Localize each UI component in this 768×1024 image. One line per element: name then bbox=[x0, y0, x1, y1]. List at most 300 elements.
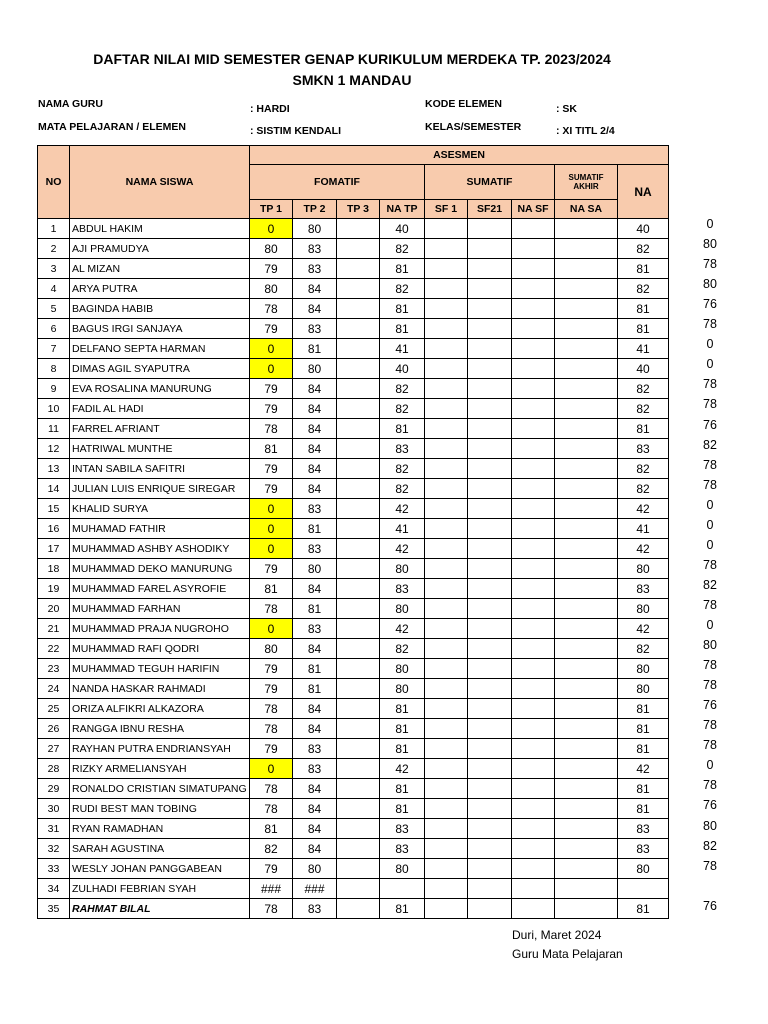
cell-na: 42 bbox=[618, 539, 669, 559]
signature-role: Guru Mata Pelajaran bbox=[512, 947, 623, 961]
cell-na: 80 bbox=[618, 599, 669, 619]
cell-name: MUHAMMAD DEKO MANURUNG bbox=[70, 559, 250, 579]
cell-natp: 41 bbox=[380, 339, 425, 359]
cell-nasf bbox=[512, 759, 555, 779]
cell-natp: 81 bbox=[380, 799, 425, 819]
cell-sf1 bbox=[425, 379, 468, 399]
cell-nasa bbox=[555, 259, 618, 279]
cell-name: ORIZA ALFIKRI ALKAZORA bbox=[70, 699, 250, 719]
extra-score: 80 bbox=[703, 638, 717, 653]
table-row bbox=[38, 839, 669, 859]
cell-sf1 bbox=[425, 799, 468, 819]
cell-name: WESLY JOHAN PANGGABEAN bbox=[70, 859, 250, 879]
cell-no: 25 bbox=[38, 699, 70, 719]
cell-na: 81 bbox=[618, 259, 669, 279]
cell-sf1 bbox=[425, 759, 468, 779]
cell-sf21 bbox=[468, 219, 512, 239]
cell-sf21 bbox=[468, 239, 512, 259]
extra-score: 78 bbox=[703, 658, 717, 673]
cell-nasf bbox=[512, 899, 555, 919]
cell-no: 8 bbox=[38, 359, 70, 379]
extra-score: 78 bbox=[703, 477, 717, 492]
cell-name: MUHAMMAD FARHAN bbox=[70, 599, 250, 619]
cell-no: 32 bbox=[38, 839, 70, 859]
cell-sf21 bbox=[468, 279, 512, 299]
extra-score: 0 bbox=[706, 337, 714, 352]
cell-name: ZULHADI FEBRIAN SYAH bbox=[70, 879, 250, 899]
cell-tp1: 78 bbox=[250, 419, 293, 439]
cell-name: RAYHAN PUTRA ENDRIANSYAH bbox=[70, 739, 250, 759]
cell-name: BAGUS IRGI SANJAYA bbox=[70, 319, 250, 339]
cell-na: 41 bbox=[618, 339, 669, 359]
cell-sf1 bbox=[425, 399, 468, 419]
cell-tp1: 80 bbox=[250, 639, 293, 659]
extra-score: 82 bbox=[703, 838, 717, 853]
extra-score: 78 bbox=[703, 397, 717, 412]
cell-na: 83 bbox=[618, 839, 669, 859]
cell-tp2: 81 bbox=[293, 679, 337, 699]
cell-nasa bbox=[555, 319, 618, 339]
cell-na: 81 bbox=[618, 899, 669, 919]
cell-tp1: 0 bbox=[250, 539, 293, 559]
cell-tp3 bbox=[337, 759, 380, 779]
cell-nasa bbox=[555, 839, 618, 859]
extra-score: 76 bbox=[703, 417, 717, 432]
cell-name: FARREL AFRIANT bbox=[70, 419, 250, 439]
cell-no: 2 bbox=[38, 239, 70, 259]
cell-tp2: 80 bbox=[293, 219, 337, 239]
extra-score: 76 bbox=[703, 898, 717, 913]
cell-name: NANDA HASKAR RAHMADI bbox=[70, 679, 250, 699]
table-row bbox=[38, 259, 669, 279]
cell-sf1 bbox=[425, 319, 468, 339]
cell-sf21 bbox=[468, 899, 512, 919]
cell-nasa bbox=[555, 239, 618, 259]
extra-score: 82 bbox=[703, 437, 717, 452]
cell-nasf bbox=[512, 799, 555, 819]
cell-no: 22 bbox=[38, 639, 70, 659]
cell-tp2: 83 bbox=[293, 759, 337, 779]
cell-nasa bbox=[555, 799, 618, 819]
cell-sf1 bbox=[425, 459, 468, 479]
cell-na: 83 bbox=[618, 439, 669, 459]
cell-sf1 bbox=[425, 219, 468, 239]
cell-natp: 83 bbox=[380, 819, 425, 839]
signature-place-date: Duri, Maret 2024 bbox=[512, 928, 602, 942]
cell-nasf bbox=[512, 479, 555, 499]
cell-natp: 83 bbox=[380, 839, 425, 859]
cell-nasf bbox=[512, 239, 555, 259]
cell-natp: 82 bbox=[380, 479, 425, 499]
cell-tp2: 84 bbox=[293, 459, 337, 479]
extra-score: 0 bbox=[706, 217, 714, 231]
cell-na: 40 bbox=[618, 359, 669, 379]
cell-sf21 bbox=[468, 479, 512, 499]
table-row bbox=[38, 479, 669, 499]
cell-tp1: 79 bbox=[250, 479, 293, 499]
cell-no: 13 bbox=[38, 459, 70, 479]
cell-nasa bbox=[555, 639, 618, 659]
cell-nasf bbox=[512, 859, 555, 879]
cell-name: KHALID SURYA bbox=[70, 499, 250, 519]
cell-name: RAHMAT BILAL bbox=[70, 899, 250, 919]
cell-sf1 bbox=[425, 679, 468, 699]
cell-tp1: 79 bbox=[250, 319, 293, 339]
cell-natp: 81 bbox=[380, 699, 425, 719]
cell-name: RIZKY ARMELIANSYAH bbox=[70, 759, 250, 779]
cell-nasa bbox=[555, 379, 618, 399]
cell-nasf bbox=[512, 639, 555, 659]
cell-tp1: 79 bbox=[250, 659, 293, 679]
cell-sf21 bbox=[468, 439, 512, 459]
cell-na: 82 bbox=[618, 239, 669, 259]
cell-natp: 81 bbox=[380, 299, 425, 319]
cell-name: DELFANO SEPTA HARMAN bbox=[70, 339, 250, 359]
cell-na: 42 bbox=[618, 759, 669, 779]
cell-tp2: 80 bbox=[293, 559, 337, 579]
cell-nasa bbox=[555, 419, 618, 439]
cell-nasf bbox=[512, 719, 555, 739]
header-tp3: TP 3 bbox=[337, 200, 380, 219]
cell-name: EVA ROSALINA MANURUNG bbox=[70, 379, 250, 399]
cell-nasa bbox=[555, 599, 618, 619]
cell-tp1: 0 bbox=[250, 359, 293, 379]
cell-sf1 bbox=[425, 619, 468, 639]
table-row bbox=[38, 779, 669, 799]
cell-tp1: 79 bbox=[250, 559, 293, 579]
cell-nasa bbox=[555, 719, 618, 739]
table-row bbox=[38, 899, 669, 919]
extra-score: 78 bbox=[703, 678, 717, 693]
cell-na: 82 bbox=[618, 459, 669, 479]
cell-tp2: 81 bbox=[293, 519, 337, 539]
cell-na: 82 bbox=[618, 379, 669, 399]
cell-no: 11 bbox=[38, 419, 70, 439]
extra-score: 78 bbox=[703, 257, 717, 272]
cell-sf1 bbox=[425, 899, 468, 919]
cell-tp2: 83 bbox=[293, 239, 337, 259]
cell-tp3 bbox=[337, 239, 380, 259]
cell-name: RANGGA IBNU RESHA bbox=[70, 719, 250, 739]
cell-nasf bbox=[512, 659, 555, 679]
cell-nasa bbox=[555, 539, 618, 559]
cell-nasf bbox=[512, 399, 555, 419]
cell-name: INTAN SABILA SAFITRI bbox=[70, 459, 250, 479]
cell-sf21 bbox=[468, 799, 512, 819]
extra-score: 80 bbox=[703, 277, 717, 292]
cell-tp3 bbox=[337, 259, 380, 279]
table-row bbox=[38, 519, 669, 539]
cell-nasf bbox=[512, 619, 555, 639]
cell-natp bbox=[380, 879, 425, 899]
cell-nasa bbox=[555, 359, 618, 379]
cell-natp: 41 bbox=[380, 519, 425, 539]
cell-tp2: 84 bbox=[293, 699, 337, 719]
cell-sf1 bbox=[425, 699, 468, 719]
cell-name: MUHAMAD FATHIR bbox=[70, 519, 250, 539]
cell-nasf bbox=[512, 519, 555, 539]
cell-tp2: 84 bbox=[293, 839, 337, 859]
cell-tp2: 84 bbox=[293, 799, 337, 819]
cell-tp3 bbox=[337, 579, 380, 599]
cell-natp: 82 bbox=[380, 239, 425, 259]
cell-na: 42 bbox=[618, 619, 669, 639]
cell-no: 31 bbox=[38, 819, 70, 839]
header-tp2: TP 2 bbox=[293, 200, 337, 219]
cell-sf1 bbox=[425, 879, 468, 899]
extra-score: 0 bbox=[706, 357, 714, 372]
cell-natp: 81 bbox=[380, 259, 425, 279]
cell-tp2: 84 bbox=[293, 819, 337, 839]
cell-no: 20 bbox=[38, 599, 70, 619]
cell-nasa bbox=[555, 279, 618, 299]
cell-name: MUHAMMAD TEGUH HARIFIN bbox=[70, 659, 250, 679]
element-code-value: : SK bbox=[556, 103, 577, 115]
cell-name: MUHAMMAD ASHBY ASHODIKY bbox=[70, 539, 250, 559]
table-row bbox=[38, 399, 669, 419]
cell-nasa bbox=[555, 679, 618, 699]
cell-name: JULIAN LUIS ENRIQUE SIREGAR bbox=[70, 479, 250, 499]
cell-tp2: 83 bbox=[293, 899, 337, 919]
cell-tp3 bbox=[337, 439, 380, 459]
cell-natp: 82 bbox=[380, 399, 425, 419]
table-row bbox=[38, 499, 669, 519]
cell-nasf bbox=[512, 219, 555, 239]
cell-sf21 bbox=[468, 619, 512, 639]
cell-sf21 bbox=[468, 419, 512, 439]
cell-sf1 bbox=[425, 339, 468, 359]
cell-tp1: 0 bbox=[250, 519, 293, 539]
cell-nasa bbox=[555, 899, 618, 919]
cell-tp2: 84 bbox=[293, 299, 337, 319]
cell-nasf bbox=[512, 439, 555, 459]
cell-sf1 bbox=[425, 479, 468, 499]
cell-nasf bbox=[512, 879, 555, 899]
extra-score: 0 bbox=[706, 497, 714, 512]
cell-nasf bbox=[512, 579, 555, 599]
cell-tp1: 81 bbox=[250, 439, 293, 459]
cell-sf1 bbox=[425, 859, 468, 879]
cell-no: 12 bbox=[38, 439, 70, 459]
cell-natp: 42 bbox=[380, 759, 425, 779]
cell-tp1: 80 bbox=[250, 239, 293, 259]
cell-sf1 bbox=[425, 779, 468, 799]
cell-natp: 40 bbox=[380, 359, 425, 379]
table-row bbox=[38, 799, 669, 819]
cell-tp3 bbox=[337, 359, 380, 379]
extra-score: 0 bbox=[706, 517, 714, 532]
page-title: DAFTAR NILAI MID SEMESTER GENAP KURIKULUM MERDEKA TP. 2023/2024 bbox=[93, 51, 611, 67]
cell-tp2: 80 bbox=[293, 359, 337, 379]
cell-nasa bbox=[555, 559, 618, 579]
cell-sf1 bbox=[425, 839, 468, 859]
cell-natp: 82 bbox=[380, 279, 425, 299]
cell-na: 82 bbox=[618, 279, 669, 299]
cell-no: 3 bbox=[38, 259, 70, 279]
cell-tp1: 79 bbox=[250, 259, 293, 279]
cell-sf1 bbox=[425, 659, 468, 679]
cell-tp3 bbox=[337, 519, 380, 539]
cell-no: 29 bbox=[38, 779, 70, 799]
cell-name: SARAH AGUSTINA bbox=[70, 839, 250, 859]
cell-sf21 bbox=[468, 739, 512, 759]
header-sf1: SF 1 bbox=[425, 200, 468, 219]
table-row bbox=[38, 599, 669, 619]
table-row bbox=[38, 639, 669, 659]
extra-score: 78 bbox=[703, 858, 717, 873]
table-row bbox=[38, 299, 669, 319]
table-row bbox=[38, 759, 669, 779]
cell-nasf bbox=[512, 279, 555, 299]
cell-na: 81 bbox=[618, 419, 669, 439]
cell-sf1 bbox=[425, 819, 468, 839]
cell-tp1: 79 bbox=[250, 459, 293, 479]
cell-no: 27 bbox=[38, 739, 70, 759]
cell-natp: 82 bbox=[380, 379, 425, 399]
cell-no: 19 bbox=[38, 579, 70, 599]
cell-tp2: 84 bbox=[293, 439, 337, 459]
cell-na: 81 bbox=[618, 319, 669, 339]
cell-sf1 bbox=[425, 739, 468, 759]
cell-nasa bbox=[555, 619, 618, 639]
cell-tp3 bbox=[337, 219, 380, 239]
cell-sf21 bbox=[468, 259, 512, 279]
cell-natp: 80 bbox=[380, 559, 425, 579]
cell-name: DIMAS AGIL SYAPUTRA bbox=[70, 359, 250, 379]
table-row bbox=[38, 379, 669, 399]
cell-natp: 83 bbox=[380, 579, 425, 599]
cell-natp: 82 bbox=[380, 459, 425, 479]
cell-tp3 bbox=[337, 839, 380, 859]
cell-sf1 bbox=[425, 259, 468, 279]
cell-no: 34 bbox=[38, 879, 70, 899]
cell-tp3 bbox=[337, 719, 380, 739]
cell-tp2: 81 bbox=[293, 659, 337, 679]
cell-nasa bbox=[555, 779, 618, 799]
cell-tp3 bbox=[337, 319, 380, 339]
cell-na: 82 bbox=[618, 479, 669, 499]
cell-sf21 bbox=[468, 759, 512, 779]
cell-na: 81 bbox=[618, 799, 669, 819]
cell-nasa bbox=[555, 659, 618, 679]
header-tp1: TP 1 bbox=[250, 200, 293, 219]
cell-sf21 bbox=[468, 879, 512, 899]
table-row bbox=[38, 359, 669, 379]
header-final-score: NA bbox=[618, 165, 669, 219]
cell-natp: 81 bbox=[380, 739, 425, 759]
header-sf21: SF21 bbox=[468, 200, 512, 219]
cell-sf21 bbox=[468, 459, 512, 479]
cell-sf21 bbox=[468, 779, 512, 799]
cell-sf21 bbox=[468, 699, 512, 719]
cell-name: RONALDO CRISTIAN SIMATUPANG bbox=[70, 779, 250, 799]
cell-tp2: 84 bbox=[293, 479, 337, 499]
cell-nasf bbox=[512, 419, 555, 439]
cell-nasf bbox=[512, 299, 555, 319]
cell-name: AL MIZAN bbox=[70, 259, 250, 279]
cell-nasa bbox=[555, 699, 618, 719]
table-row bbox=[38, 699, 669, 719]
cell-tp2: 84 bbox=[293, 399, 337, 419]
cell-natp: 82 bbox=[380, 639, 425, 659]
cell-sf1 bbox=[425, 559, 468, 579]
cell-no: 9 bbox=[38, 379, 70, 399]
cell-tp2: 80 bbox=[293, 859, 337, 879]
cell-nasf bbox=[512, 699, 555, 719]
cell-tp1: 79 bbox=[250, 399, 293, 419]
cell-na: 81 bbox=[618, 739, 669, 759]
grades-table bbox=[37, 145, 669, 919]
class-semester-value: : XI TITL 2/4 bbox=[556, 125, 615, 137]
cell-natp: 42 bbox=[380, 539, 425, 559]
cell-nasa bbox=[555, 399, 618, 419]
cell-natp: 83 bbox=[380, 439, 425, 459]
cell-sf21 bbox=[468, 299, 512, 319]
cell-tp3 bbox=[337, 699, 380, 719]
cell-tp3 bbox=[337, 799, 380, 819]
cell-no: 5 bbox=[38, 299, 70, 319]
cell-tp2: 84 bbox=[293, 779, 337, 799]
cell-tp3 bbox=[337, 879, 380, 899]
cell-nasf bbox=[512, 599, 555, 619]
cell-tp2: 83 bbox=[293, 539, 337, 559]
cell-sf21 bbox=[468, 519, 512, 539]
cell-tp3 bbox=[337, 559, 380, 579]
cell-nasa bbox=[555, 759, 618, 779]
cell-no: 23 bbox=[38, 659, 70, 679]
cell-sf21 bbox=[468, 559, 512, 579]
header-na-sf: NA SF bbox=[512, 200, 555, 219]
cell-natp: 80 bbox=[380, 679, 425, 699]
cell-nasf bbox=[512, 679, 555, 699]
header-final-summative: SUMATIF AKHIR bbox=[555, 165, 618, 200]
cell-tp1: 0 bbox=[250, 759, 293, 779]
cell-tp2: 84 bbox=[293, 719, 337, 739]
cell-name: MUHAMMAD PRAJA NUGROHO bbox=[70, 619, 250, 639]
cell-na: 81 bbox=[618, 779, 669, 799]
cell-sf1 bbox=[425, 299, 468, 319]
cell-sf1 bbox=[425, 639, 468, 659]
cell-sf1 bbox=[425, 279, 468, 299]
cell-tp3 bbox=[337, 679, 380, 699]
cell-tp1: 78 bbox=[250, 299, 293, 319]
cell-nasa bbox=[555, 299, 618, 319]
cell-tp2: 84 bbox=[293, 279, 337, 299]
cell-nasf bbox=[512, 539, 555, 559]
cell-nasa bbox=[555, 819, 618, 839]
header-na-sa: NA SA bbox=[555, 200, 618, 219]
table-row bbox=[38, 579, 669, 599]
cell-na: 81 bbox=[618, 299, 669, 319]
table-row bbox=[38, 239, 669, 259]
table-row bbox=[38, 619, 669, 639]
cell-tp1: 0 bbox=[250, 619, 293, 639]
cell-tp2: 84 bbox=[293, 419, 337, 439]
extra-score: 0 bbox=[706, 758, 714, 773]
cell-na: 80 bbox=[618, 679, 669, 699]
cell-sf21 bbox=[468, 359, 512, 379]
cell-tp3 bbox=[337, 619, 380, 639]
extra-score: 78 bbox=[703, 457, 717, 472]
cell-nasa bbox=[555, 739, 618, 759]
cell-natp: 80 bbox=[380, 599, 425, 619]
cell-nasf bbox=[512, 359, 555, 379]
cell-tp1: 78 bbox=[250, 779, 293, 799]
cell-name: MUHAMMAD FAREL ASYROFIE bbox=[70, 579, 250, 599]
cell-na: 82 bbox=[618, 639, 669, 659]
cell-sf21 bbox=[468, 659, 512, 679]
cell-sf21 bbox=[468, 719, 512, 739]
